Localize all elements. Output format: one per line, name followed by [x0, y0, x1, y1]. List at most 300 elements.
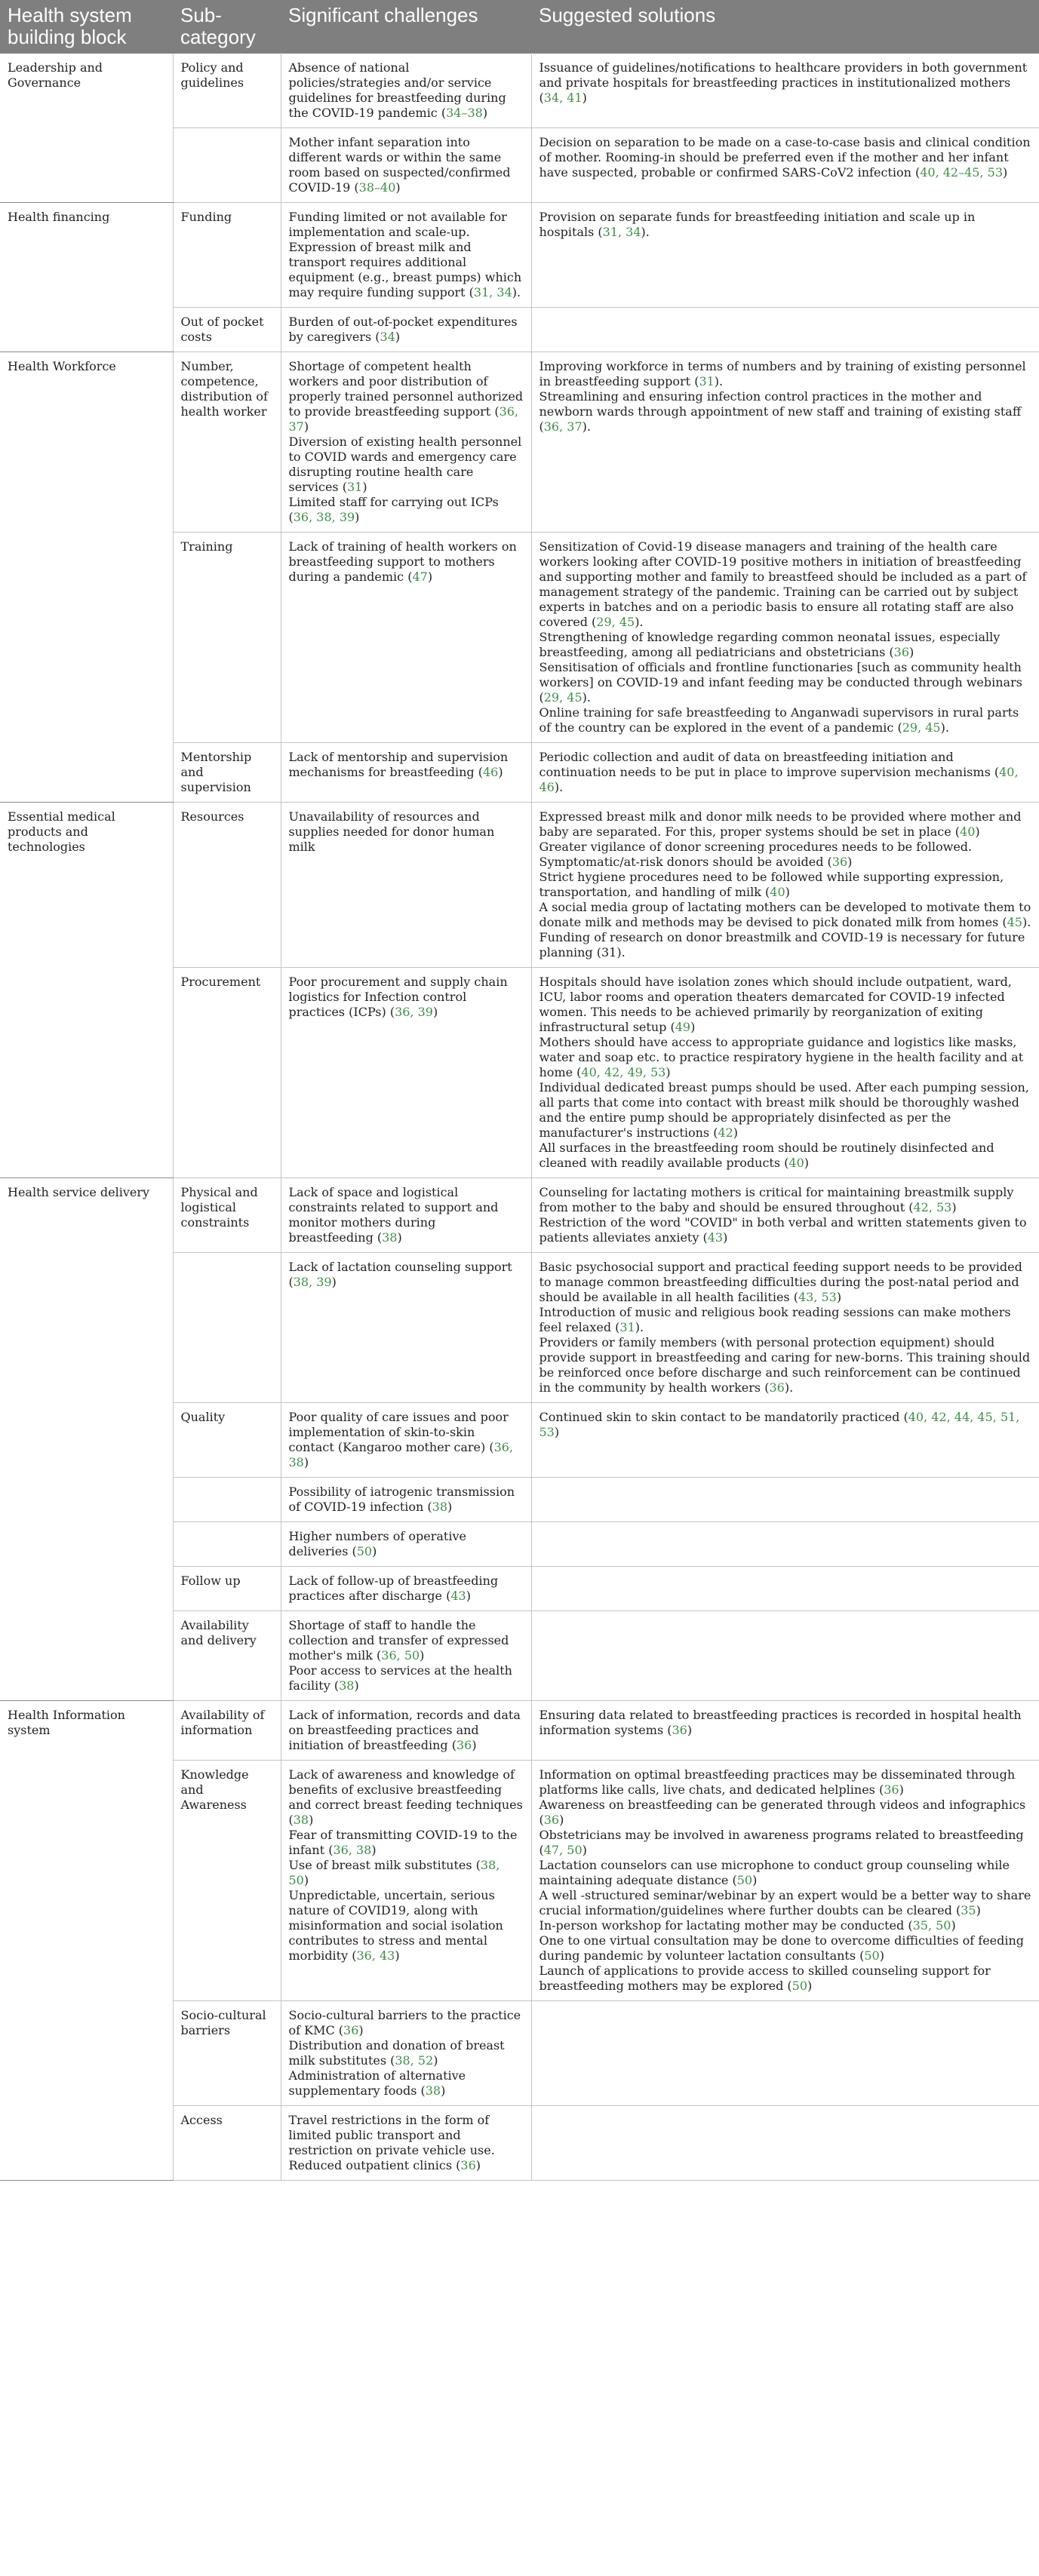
challenge-text: Limited staff for carrying out ICPs (: [288, 495, 499, 524]
challenges-cell: [281, 1761, 531, 2001]
solution-text: Lactation counselors can use microphone to conduct group counseling while maintaining adequate distance (: [539, 1858, 1010, 1887]
solution-line: [539, 1828, 1032, 1858]
challenges-cell: [281, 308, 531, 352]
challenge-text: Poor quality of care issues and poor implementation of skin-to-skin contact (Kangaroo mother care) (: [288, 1410, 509, 1454]
challenges-cell: [281, 968, 531, 1178]
challenge-text: ): [397, 1230, 402, 1245]
solution-text: ): [836, 1290, 842, 1304]
challenge-text: Mother infant separation into different wards or within the same room based on suspected/confirmed COVID-19 (: [288, 135, 511, 195]
challenges-cell: [281, 1701, 531, 1761]
solutions-cell: [531, 2106, 1039, 2181]
reference-link: 38, 39: [293, 1275, 332, 1289]
sub-category-cell: Number, competence, distribution of health worker: [173, 352, 281, 533]
solution-text: Strengthening of knowledge regarding common neonatal issues, especially breastfeeding, among all pediatricians and obstetricians (: [539, 630, 1001, 659]
sub-category-cell: Quality: [173, 1403, 281, 1478]
challenge-text: ): [482, 106, 488, 120]
solution-line: [539, 1888, 1032, 1918]
challenge-text: Lack of training of health workers on breastfeeding support to mothers during a pandemic (: [288, 539, 517, 584]
solution-text: ): [582, 1843, 587, 1857]
solutions-cell: [531, 803, 1039, 968]
reference-link: 36, 38, 39: [293, 510, 355, 524]
challenge-text: ): [303, 1873, 309, 1887]
solutions-cell: [531, 54, 1039, 128]
building-block-cell: Essential medical products and technologies: [0, 803, 173, 1178]
challenge-line: [289, 135, 524, 195]
challenge-line: [289, 1828, 524, 1858]
challenge-line: [289, 2038, 524, 2068]
sub-category-cell: Resources: [173, 803, 281, 968]
challenge-line: [289, 434, 524, 495]
header-sub-category: Sub-category: [173, 0, 281, 54]
sub-category-cell: Physical and logistical constraints: [173, 1178, 281, 1253]
solution-text: Greater vigilance of donor screening procedures needs to be followed. Symptomatic/at-risk donors should be avoided (: [539, 840, 973, 869]
challenge-line: [289, 1888, 524, 1963]
challenge-text: Lack of space and logistical constraints related to support and monitor mothers during breastfeeding (: [288, 1185, 499, 1245]
reference-link: 36, 37: [543, 419, 583, 434]
challenge-line: [289, 750, 524, 780]
reference-link: 38: [432, 1500, 448, 1514]
challenge-text: Lack of awareness and knowledge of benefits of exclusive breastfeeding and correct breast feeding techniques (: [288, 1767, 523, 1827]
challenge-line: [289, 60, 524, 121]
challenge-text: ).: [512, 285, 521, 299]
reference-link: 38–40: [358, 180, 396, 195]
solution-text: ): [554, 1425, 560, 1439]
solution-text: ).: [714, 374, 724, 388]
challenge-text: ): [395, 1948, 400, 1963]
solution-text: All surfaces in the breastfeeding room should be routinely disinfected and cleaned with readily available products (: [539, 1141, 994, 1170]
challenge-line: [289, 1663, 524, 1693]
challenge-text: ): [447, 1500, 453, 1514]
challenge-text: ): [395, 330, 401, 344]
challenges-cell: [281, 2001, 531, 2106]
reference-link: 34, 41: [543, 91, 583, 105]
solution-text: Counseling for lactating mothers is critical for maintaining breastmilk supply from mother to the baby and should be ensured throughout (: [539, 1185, 1014, 1214]
solution-text: ): [909, 645, 915, 659]
challenges-cell: [281, 203, 531, 308]
reference-link: 43, 53: [798, 1290, 837, 1304]
challenge-text: Unavailability of resources and supplies needed for donor human milk: [288, 809, 495, 854]
solution-line: [539, 135, 1032, 180]
solution-text: ).: [784, 1380, 794, 1395]
reference-link: 31: [346, 480, 363, 494]
challenge-text: ): [362, 480, 367, 494]
solutions-cell: [531, 1478, 1039, 1522]
challenge-text: Fear of transmitting COVID-19 to the infant (: [288, 1828, 518, 1857]
table-row: [0, 352, 1039, 533]
solution-line: [539, 1035, 1032, 1080]
reference-link: 35: [961, 1903, 976, 1917]
building-block-cell: Leadership and Governance: [0, 54, 173, 203]
solution-text: Sensitisation of officials and frontline functionaries [such as community health workers] on COVID-19 and infant feeding may be conducted through webinars (: [539, 660, 1022, 705]
reference-link: 50: [356, 1544, 373, 1558]
reference-link: 36: [832, 855, 848, 869]
solution-line: [539, 660, 1032, 705]
solution-text: Launch of applications to provide access to skilled counseling support for breastfeeding mothers may be explored (: [539, 1963, 991, 1993]
challenges-cell: [281, 1253, 531, 1403]
reference-link: 40: [788, 1156, 804, 1170]
challenges-cell: [281, 352, 531, 533]
reference-link: 38, 50: [288, 1858, 500, 1887]
solution-text: Introduction of music and religious book reading sessions can make mothers feel relaxed (: [539, 1305, 1011, 1334]
table-row: [0, 1178, 1039, 1253]
solution-line: [539, 900, 1032, 960]
sub-category-cell: Availability and delivery: [173, 1611, 281, 1701]
challenge-text: Poor procurement and supply chain logistics for Infection control practices (ICPs) (: [288, 975, 508, 1019]
reference-link: 29, 45: [902, 720, 941, 735]
sub-category-cell: Follow up: [173, 1567, 281, 1611]
challenge-text: ): [355, 510, 360, 524]
solution-text: One to one virtual consultation may be done to overcome difficulties of feeding during pandemic by volunteer lactation consultants (: [539, 1933, 1025, 1963]
challenge-text: ): [372, 1544, 377, 1558]
table-header: [0, 0, 1039, 54]
solution-text: Decision on separation to be made on a case-to-case basis and clinical condition of mother. Rooming-in should be preferred even if the mother and her infant have suspected, probable or confirmed SARS-CoV2 infection (: [539, 135, 1031, 180]
solutions-cell: [531, 1611, 1039, 1701]
solution-line: [539, 359, 1032, 389]
sub-category-cell: [173, 1253, 281, 1403]
challenge-line: [289, 539, 524, 585]
solution-text: Restriction of the word "COVID" in both verbal and written statements given to patients alleviates anxiety (: [539, 1215, 1027, 1245]
challenge-text: ): [498, 765, 503, 779]
challenge-text: Poor access to services at the health facility (: [288, 1663, 512, 1693]
solution-line: [539, 1080, 1032, 1141]
solution-text: Ensuring data related to breastfeeding practices is recorded in hospital health information systems (: [539, 1708, 1022, 1737]
solution-text: ): [847, 855, 853, 869]
challenges-cell: [281, 743, 531, 803]
reference-link: 50: [736, 1873, 753, 1887]
challenge-text: Absence of national policies/strategies and/or service guidelines for breastfeeding during the COVID-19 pandemic (: [288, 60, 506, 120]
sub-category-cell: Policy and guidelines: [173, 54, 281, 128]
challenge-text: Higher numbers of operative deliveries (: [288, 1529, 466, 1558]
challenge-text: Lack of information, records and data on breastfeeding practices and initiation of breastfeeding (: [288, 1708, 521, 1752]
challenges-cell: [281, 803, 531, 968]
table-row: [0, 1701, 1039, 1761]
solution-text: ): [951, 1200, 957, 1214]
table-row: [0, 203, 1039, 308]
challenge-line: [289, 1410, 524, 1470]
solution-text: ): [733, 1125, 739, 1140]
reference-link: 45: [1007, 915, 1022, 929]
sub-category-cell: [173, 128, 281, 203]
reference-link: 36: [460, 2158, 476, 2172]
solution-line: [539, 1260, 1032, 1305]
challenge-text: ): [427, 570, 433, 584]
solution-text: ): [951, 1918, 956, 1933]
solution-text: ): [582, 91, 587, 105]
challenge-text: Socio-cultural barriers to the practice of KMC (: [288, 2008, 521, 2037]
challenge-text: ): [433, 2053, 438, 2068]
challenge-line: [289, 359, 524, 434]
solution-text: ).: [641, 225, 650, 239]
solution-text: ): [807, 1979, 813, 1993]
challenge-line: [289, 2113, 524, 2173]
solution-text: ).: [635, 615, 644, 629]
solution-text: Hospitals should have isolation zones which should include outpatient, ward, ICU, labor rooms and operation theaters demarcated for COVID-19 infected women. This needs to be achieved primarily by reorganization of exiting infrastructural setup (: [539, 975, 1012, 1034]
header-building-block: Health system building block: [0, 0, 173, 54]
challenge-text: ): [309, 1813, 314, 1827]
solution-text: ): [899, 1782, 904, 1797]
challenges-cell: [281, 1522, 531, 1567]
solution-text: Mothers should have access to appropriate guidance and logistics like masks, water and soap etc. to practice respiratory hygiene in the health facility and at home (: [539, 1035, 1024, 1079]
sub-category-cell: Out of pocket costs: [173, 308, 281, 352]
reference-link: 38: [339, 1678, 355, 1693]
solution-text: ): [752, 1873, 758, 1887]
solution-line: [539, 975, 1032, 1035]
reference-link: 40, 42, 44, 45, 51, 53: [539, 1410, 1020, 1439]
solution-text: ). Funding of research on donor breastmilk and COVID-19 is necessary for future planning (31).: [539, 915, 1031, 959]
reference-link: 36, 37: [288, 404, 519, 434]
challenges-cell: [281, 533, 531, 743]
challenge-text: ): [475, 2158, 481, 2172]
reference-link: 38, 52: [395, 2053, 434, 2068]
challenges-cell: [281, 1567, 531, 1611]
reference-link: 31: [619, 1320, 635, 1334]
challenge-text: ): [303, 1455, 309, 1469]
reference-link: 47, 50: [543, 1843, 583, 1857]
solution-text: ): [666, 1065, 671, 1079]
solution-text: ): [975, 824, 980, 839]
sub-category-cell: Access: [173, 2106, 281, 2181]
challenge-text: Possibility of iatrogenic transmission of COVID-19 infection (: [288, 1485, 515, 1514]
solution-text: ): [976, 1903, 981, 1917]
solutions-cell: [531, 352, 1039, 533]
solution-line: [539, 1963, 1032, 1994]
challenge-text: Lack of follow-up of breastfeeding practices after discharge (: [288, 1574, 499, 1603]
sub-category-cell: Procurement: [173, 968, 281, 1178]
sub-category-cell: Mentorship and supervision: [173, 743, 281, 803]
challenge-line: [289, 1260, 524, 1290]
solution-line: [539, 1141, 1032, 1171]
challenge-line: [289, 1185, 524, 1245]
challenge-line: [289, 1767, 524, 1828]
challenges-cell: [281, 54, 531, 128]
solution-text: Improving workforce in terms of numbers and by training of existing personnel in breastfeeding support (: [539, 359, 1026, 388]
reference-link: 42: [718, 1125, 733, 1140]
challenge-text: Use of breast milk substitutes (: [288, 1858, 481, 1872]
solution-text: Periodic collection and audit of data on breastfeeding initiation and continuation needs to be put in place to improve supervision mechanisms (: [539, 750, 1000, 779]
challenge-text: Shortage of staff to handle the collection and transfer of expressed mother's milk (: [288, 1618, 509, 1663]
sub-category-cell: Funding: [173, 203, 281, 308]
solution-text: ): [723, 1230, 728, 1245]
solution-text: Sensitization of Covid-19 disease managers and training of the health care workers looking after COVID-19 positive mothers in initiation of breastfeeding and supporting mother and family to breastfeed should be included as a part of management strategy of the pandemic. Training can be carried out by subject experts in batches and on a periodic basis to ensure all rotating staff are also covered (: [539, 539, 1027, 629]
solution-line: [539, 1215, 1032, 1245]
reference-link: 36, 43: [356, 1948, 395, 1963]
reference-link: 49: [675, 1020, 691, 1034]
solutions-cell: [531, 128, 1039, 203]
table-row: [0, 54, 1039, 128]
reference-link: 35, 50: [912, 1918, 951, 1933]
solution-line: [539, 1185, 1032, 1215]
challenge-text: ): [466, 1589, 471, 1603]
solution-line: [539, 750, 1032, 795]
solutions-cell: [531, 1253, 1039, 1403]
sub-category-cell: Training: [173, 533, 281, 743]
challenge-line: [289, 1529, 524, 1559]
solution-text: In-person workshop for lactating mother may be conducted (: [539, 1918, 913, 1933]
table-row: [0, 803, 1039, 968]
building-block-cell: Health service delivery: [0, 1178, 173, 1701]
reference-link: 47: [412, 570, 428, 584]
solution-text: Individual dedicated breast pumps should be used. After each pumping session, all parts that come into contact with breast milk should be thoroughly washed and the entire pump should be appropriately disinfected as per the manufacturer's instructions (: [539, 1080, 1029, 1140]
reference-link: 36: [884, 1782, 899, 1797]
solution-line: [539, 809, 1032, 840]
sub-category-cell: Availability of information: [173, 1701, 281, 1761]
solution-line: [539, 1767, 1032, 1798]
header-suggested-solutions: Suggested solutions: [531, 0, 1039, 54]
reference-link: 40, 46: [539, 765, 1019, 794]
solution-text: ): [559, 1813, 564, 1827]
challenge-line: [289, 1574, 524, 1604]
solution-text: Provision on separate funds for breastfeeding initiation and scale up in hospitals (: [539, 210, 976, 239]
reference-link: 31, 34: [602, 225, 641, 239]
challenge-line: [289, 210, 524, 300]
challenge-text: Lack of mentorship and supervision mechanisms for breastfeeding (: [288, 750, 509, 779]
reference-link: 36: [893, 645, 910, 659]
solution-text: ): [785, 885, 790, 899]
solutions-cell: [531, 1701, 1039, 1761]
solution-line: [539, 630, 1032, 660]
solution-text: ): [1003, 165, 1008, 180]
solution-text: ): [690, 1020, 696, 1034]
challenge-text: ): [395, 180, 401, 195]
reference-link: 36, 38: [288, 1440, 514, 1469]
solution-line: [539, 1858, 1032, 1888]
header-significant-challenges: Significant challenges: [281, 0, 531, 54]
solution-line: [539, 210, 1032, 240]
challenge-text: ): [331, 1275, 337, 1289]
reference-link: 36: [543, 1813, 560, 1827]
building-block-cell: Health financing: [0, 203, 173, 352]
solution-text: ).: [554, 780, 564, 794]
solution-text: ).: [635, 1320, 644, 1334]
challenge-text: ): [441, 2083, 446, 2098]
reference-link: 46: [482, 765, 499, 779]
solution-text: ).: [582, 690, 591, 705]
sub-category-cell: [173, 1478, 281, 1522]
solutions-cell: [531, 533, 1039, 743]
solution-line: [539, 1335, 1032, 1395]
reference-link: 36: [343, 2023, 359, 2037]
solution-text: Basic psychosocial support and practical feeding support needs to be provided to manage common breastfeeding difficulties during the post-natal period and should be available in all health facilities (: [539, 1260, 1022, 1304]
challenge-text: Distribution and donation of breast milk substitutes (: [288, 2038, 505, 2068]
solution-line: [539, 60, 1032, 106]
challenge-text: Travel restrictions in the form of limited public transport and restriction on private vehicle use. Reduced outpatient clinics (: [288, 2113, 495, 2172]
solution-line: [539, 539, 1032, 630]
challenge-line: [289, 2068, 524, 2099]
challenge-text: Funding limited or not available for implementation and scale-up. Expression of breast milk and transport requires additional equipment (e.g., breast pumps) which may require funding support (: [288, 210, 522, 299]
reference-link: 34: [380, 330, 395, 344]
reference-link: 36, 50: [381, 1648, 420, 1663]
solution-text: A social media group of lactating mothers can be developed to motivate them to donate milk and methods may be devised to pick donated milk from homes (: [539, 900, 1031, 929]
challenge-line: [289, 315, 524, 345]
challenges-cell: [281, 1403, 531, 1478]
challenge-text: ): [371, 1843, 377, 1857]
solutions-cell: [531, 968, 1039, 1178]
reference-link: 40, 42, 49, 53: [581, 1065, 666, 1079]
solution-text: Strict hygiene procedures need to be followed while supporting expression, transportation, and handling of milk (: [539, 870, 1004, 899]
challenge-line: [289, 2008, 524, 2038]
solution-line: [539, 1305, 1032, 1335]
sub-category-cell: [173, 1522, 281, 1567]
challenges-cell: [281, 1611, 531, 1701]
solution-text: Providers or family members (with personal protection equipment) should provide support in breastfeeding and caring for new-borns. This training should be reinforced once before discharge and such reinforcement can be continued in the community by health workers (: [539, 1335, 1031, 1395]
solution-text: ): [804, 1156, 809, 1170]
challenge-text: ): [432, 1005, 438, 1019]
solution-text: ): [687, 1723, 693, 1737]
solution-text: Continued skin to skin contact to be mandatorily practiced (: [539, 1410, 908, 1424]
building-block-cell: Health Workforce: [0, 352, 173, 803]
solution-text: Expressed breast milk and donor milk needs to be provided where mother and baby are separated. For this, proper systems should be set in place (: [539, 809, 1022, 839]
challenge-text: ): [358, 2023, 364, 2037]
solution-text: Issuance of guidelines/notifications to healthcare providers in both government and private hospitals for breastfeeding practices in institutionalized mothers (: [539, 60, 1028, 105]
challenge-line: [289, 495, 524, 525]
challenge-line: [289, 1618, 524, 1663]
solution-text: ): [879, 1948, 884, 1963]
reference-link: 40: [960, 824, 976, 839]
reference-link: 38: [293, 1813, 309, 1827]
challenge-line: [289, 975, 524, 1020]
challenge-line: [289, 809, 524, 855]
reference-link: 40: [770, 885, 785, 899]
challenges-cell: [281, 1178, 531, 1253]
challenges-cell: [281, 2106, 531, 2181]
reference-link: 38: [382, 1230, 398, 1245]
solution-text: ).: [940, 720, 949, 735]
sub-category-cell: Knowledge and Awareness: [173, 1761, 281, 2001]
solution-text: ).: [582, 419, 591, 434]
reference-link: 43: [707, 1230, 724, 1245]
solutions-cell: [531, 1403, 1039, 1478]
challenges-cell: [281, 1478, 531, 1522]
reference-link: 36, 39: [395, 1005, 433, 1019]
solution-line: [539, 1708, 1032, 1738]
solution-line: [539, 1798, 1032, 1828]
table-body: [0, 54, 1039, 2181]
building-block-cell: Health Information system: [0, 1701, 173, 2181]
solutions-cell: [531, 203, 1039, 308]
solution-line: [539, 1933, 1032, 1963]
challenge-text: Diversion of existing health personnel to COVID wards and emergency care disrupting routine health care services (: [288, 434, 522, 494]
solution-line: [539, 840, 1032, 870]
challenge-text: Burden of out-of-pocket expenditures by caregivers (: [288, 315, 518, 344]
reference-link: 31: [699, 374, 715, 388]
challenge-text: Shortage of competent health workers and poor distribution of properly trained personnel authorized to provide breastfeeding support (: [288, 359, 524, 419]
challenge-line: [289, 1485, 524, 1515]
solutions-cell: [531, 1567, 1039, 1611]
reference-link: 43: [450, 1589, 466, 1603]
challenge-text: ): [472, 1738, 477, 1752]
reference-link: 36, 38: [333, 1843, 372, 1857]
solution-text: Information on optimal breastfeeding practices may be disseminated through platforms like calls, live chats, and dedicated helplines (: [539, 1767, 1016, 1797]
challenge-text: ): [354, 1678, 359, 1693]
challenge-text: ): [303, 419, 309, 434]
reference-link: 50: [792, 1979, 808, 1993]
solution-line: [539, 705, 1032, 735]
challenge-line: [289, 1858, 524, 1888]
reference-link: 29, 45: [543, 690, 583, 705]
solution-text: Online training for safe breastfeeding to Anganwadi supervisors in rural parts of the country can be explored in the event of a pandemic (: [539, 705, 1019, 735]
challenge-text: ): [420, 1648, 425, 1663]
reference-link: 40, 42–45, 53: [920, 165, 1003, 180]
solutions-cell: [531, 743, 1039, 803]
challenge-line: [289, 1708, 524, 1753]
challenge-text: Unpredictable, uncertain, serious nature of COVID19, along with misinformation and social isolation contributes to stress and mental morbidity (: [288, 1888, 503, 1963]
solutions-cell: [531, 1522, 1039, 1567]
solutions-cell: [531, 1178, 1039, 1253]
challenge-text: Administration of alternative supplementary foods (: [288, 2068, 466, 2098]
solution-text: Streamlining and ensuring infection control practices in the mother and newborn wards through appointment of new staff and training of existing staff (: [539, 389, 1022, 434]
solution-line: [539, 1410, 1032, 1440]
solution-text: A well -structured seminar/webinar by an expert would be a better way to share crucial information/guidelines where further doubts can be cleared (: [539, 1888, 1031, 1917]
